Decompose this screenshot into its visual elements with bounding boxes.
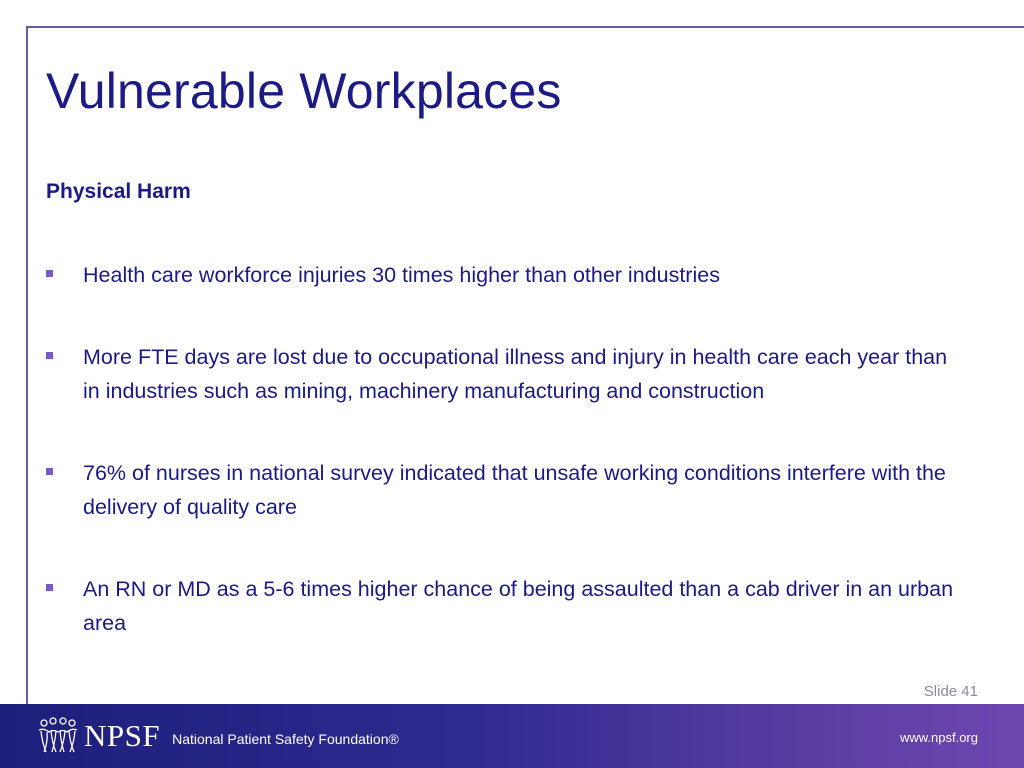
frame-left-border: [26, 26, 28, 704]
bullet-text: 76% of nurses in national survey indicated that unsafe working conditions interfere with the delivery of quality care: [83, 461, 946, 519]
slide-number: Slide 41: [923, 683, 978, 700]
logo-text: NPSF: [84, 718, 161, 753]
square-bullet-icon: [46, 584, 53, 591]
bullet-text: An RN or MD as a 5-6 times higher chance of being assaulted than a cab driver in an urban area: [83, 577, 954, 635]
npsf-figures-logo-icon: [36, 716, 80, 756]
frame-top-border: [26, 26, 1024, 28]
bullet-item: [46, 258, 966, 292]
bullet-text: More FTE days are lost due to occupational illness and injury in health care each year than in industries such as mining, machinery manufacturing and construction: [83, 345, 948, 403]
bullet-item: [46, 456, 966, 524]
slide-title: Vulnerable Workplaces: [46, 63, 562, 119]
bullet-item: [46, 340, 966, 408]
website-url: www.npsf.org: [899, 730, 978, 745]
bullet-list: [46, 258, 966, 688]
square-bullet-icon: [46, 352, 53, 359]
square-bullet-icon: [46, 468, 53, 475]
organization-name: National Patient Safety Foundation®: [172, 731, 399, 747]
section-subheading: Physical Harm: [46, 180, 191, 203]
bullet-text: Health care workforce injuries 30 times higher than other industries: [83, 263, 720, 287]
square-bullet-icon: [46, 270, 53, 277]
footer-bar: [0, 704, 1024, 768]
bullet-item: [46, 572, 966, 640]
